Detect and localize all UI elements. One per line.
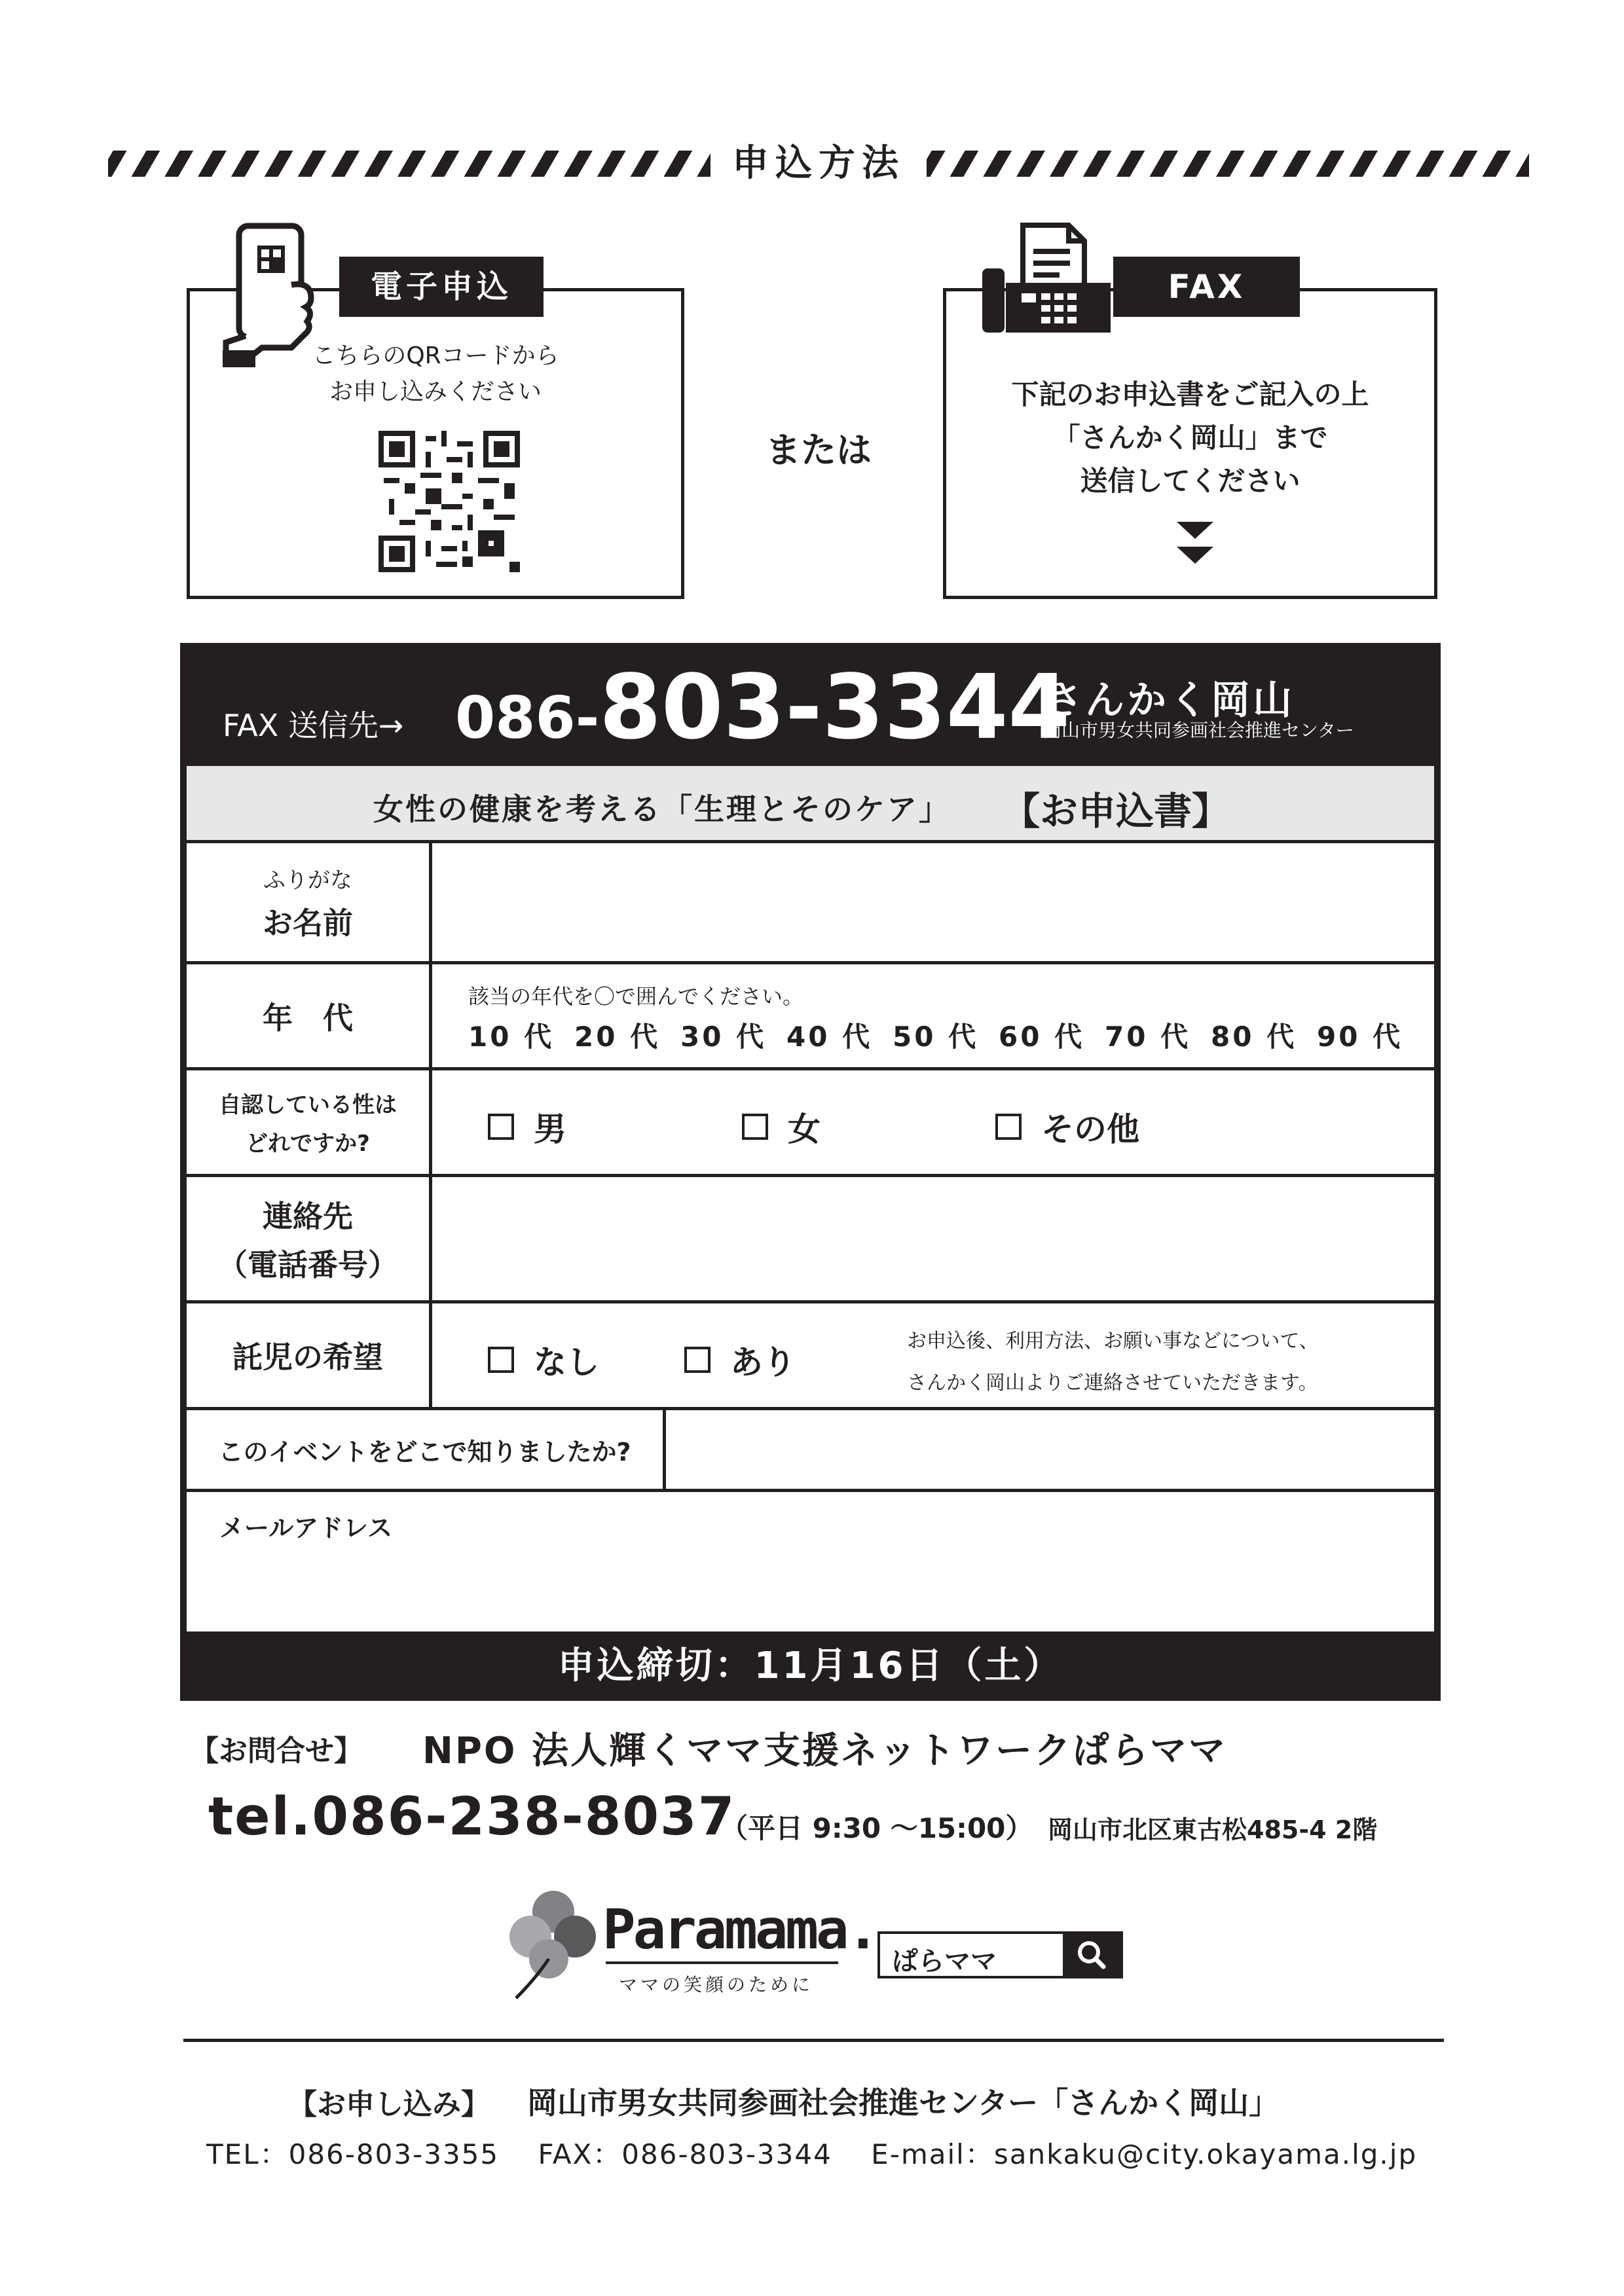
footer-contacts: TEL：086-803-3355 FAX：086-803-3344 E-mail：sankaku@city.okayama.lg.jp — [206, 2138, 1418, 2170]
contact-label-line1: 連絡先 — [263, 1199, 353, 1234]
age-label-text: 年 代 — [263, 1000, 353, 1036]
fax-instruction-1: 下記のお申込書をご記入の上 — [1011, 378, 1369, 410]
gender-label-line2: どれですか? — [246, 1131, 370, 1157]
childcare-note-1: お申込後、利用方法、お願い事などについて、 — [907, 1330, 1319, 1353]
online-tag: 電子申込 — [339, 257, 544, 317]
or-text: または — [766, 429, 872, 471]
childcare-yes-label: あり — [730, 1343, 796, 1381]
fax-instruction-2: 「さんかく岡山」まで — [1052, 422, 1328, 454]
online-instruction-2: お申し込みください — [329, 378, 542, 405]
email-label: メールアドレス — [219, 1514, 393, 1542]
inquiry-org: NPO 法人輝くママ支援ネットワークぱらママ — [422, 1730, 1228, 1772]
childcare-option-none[interactable] — [488, 1336, 599, 1383]
footer-tag: 【お申し込み】 — [288, 2088, 490, 2121]
age-label — [187, 964, 432, 1067]
fax-destination-number — [455, 656, 1070, 759]
name-field[interactable] — [432, 843, 1434, 961]
inquiry-tag: 【お問合せ】 — [190, 1734, 363, 1768]
fax-instruction-3: 送信してください — [1080, 465, 1301, 497]
gender-male-label: 男 — [534, 1110, 566, 1148]
gender-other-label: その他 — [1041, 1110, 1139, 1148]
age-options — [468, 1015, 1423, 1055]
gender-option-other[interactable] — [995, 1103, 1139, 1150]
search-text[interactable]: ぱらママ — [892, 1946, 997, 1977]
inquiry-tel: tel.086-238-8037 — [208, 1786, 736, 1847]
gender-label — [187, 1070, 432, 1174]
arrow-down-icon — [1175, 520, 1215, 573]
childcare-option-yes[interactable] — [684, 1336, 796, 1383]
form-body — [187, 766, 1434, 1631]
age-option-60s[interactable]: 60 代 — [999, 1021, 1085, 1053]
name-label-text: お名前 — [263, 905, 353, 941]
form-org-name: さんかく岡山 — [1043, 678, 1295, 723]
phone-field[interactable] — [432, 1177, 1434, 1300]
source-row — [187, 1410, 1434, 1492]
age-option-80s[interactable]: 80 代 — [1211, 1021, 1297, 1053]
age-option-50s[interactable]: 50 代 — [893, 1021, 979, 1053]
checkbox-icon[interactable] — [995, 1114, 1022, 1140]
fax-destination-prefix: FAX 送信先→ — [223, 708, 404, 743]
gender-label-line1: 自認している性は — [219, 1092, 397, 1118]
method-title: 申込方法 — [732, 142, 905, 185]
application-form — [180, 643, 1441, 1701]
search-icon — [1063, 1934, 1120, 1976]
age-option-70s[interactable]: 70 代 — [1105, 1021, 1191, 1053]
furigana-label: ふりがな — [263, 867, 352, 894]
contact-label — [187, 1177, 432, 1300]
source-label-text: このイベントをどこで知りましたか? — [218, 1437, 631, 1467]
paramama-tagline: ママの笑顔のために — [619, 1974, 814, 1995]
email-row[interactable] — [187, 1492, 1434, 1631]
childcare-row — [187, 1303, 1434, 1410]
checkbox-icon[interactable] — [488, 1347, 514, 1373]
name-label — [187, 843, 432, 961]
qr-code-image — [378, 431, 520, 572]
source-field[interactable] — [666, 1410, 1434, 1489]
gender-option-female[interactable] — [742, 1103, 821, 1150]
age-option-30s[interactable]: 30 代 — [680, 1021, 767, 1053]
form-title-row — [187, 766, 1434, 843]
checkbox-icon[interactable] — [684, 1347, 710, 1373]
age-option-40s[interactable]: 40 代 — [786, 1021, 873, 1053]
header-stripe-right — [927, 151, 1529, 177]
footer-org: 岡山市男女共同参画社会推進センター「さんかく岡山」 — [527, 2085, 1280, 2121]
age-row — [187, 964, 1434, 1070]
age-option-10s[interactable]: 10 代 — [468, 1021, 555, 1053]
childcare-note-2: さんかく岡山よりご連絡させていただきます。 — [907, 1372, 1318, 1394]
search-box[interactable] — [877, 1931, 1123, 1978]
age-option-20s[interactable]: 20 代 — [574, 1021, 661, 1053]
checkbox-icon[interactable] — [488, 1114, 514, 1140]
childcare-label — [187, 1303, 432, 1407]
form-org-subtitle: 岡山市男女共同参画社会推進センター — [1043, 720, 1354, 741]
search-button[interactable] — [1063, 1934, 1120, 1976]
fax-number-main: 803-3344 — [599, 656, 1071, 759]
online-instruction-1: こちらのQRコードから — [312, 342, 559, 369]
childcare-none-label: なし — [534, 1343, 599, 1381]
logo-underline — [606, 1961, 838, 1964]
fax-number-prefix: 086- — [455, 684, 600, 752]
gender-option-male[interactable] — [488, 1103, 566, 1150]
fax-tag: FAX — [1113, 257, 1300, 317]
form-title-tag: 【お申込書】 — [1002, 789, 1230, 833]
contact-row — [187, 1177, 1434, 1303]
deadline-text: 申込締切：11月16日（土） — [557, 1645, 1063, 1687]
gender-row — [187, 1070, 1434, 1177]
fax-machine-icon — [982, 223, 1113, 334]
paramama-logo-text: Paramama. — [602, 1897, 877, 1961]
inquiry-hours: （平日 9:30 ～15:00） — [720, 1812, 1033, 1844]
footer-divider — [183, 2039, 1444, 2042]
form-title: 女性の健康を考える「生理とそのケア」 — [373, 792, 951, 827]
gender-female-label: 女 — [788, 1110, 821, 1148]
age-option-90s[interactable]: 90 代 — [1317, 1021, 1403, 1053]
source-label — [187, 1410, 666, 1489]
contact-label-line2: （電話番号） — [217, 1247, 398, 1283]
header-stripe-left — [108, 151, 710, 177]
name-row — [187, 843, 1434, 964]
checkbox-icon[interactable] — [742, 1114, 768, 1140]
childcare-label-text: 託児の希望 — [232, 1339, 383, 1375]
age-note: 該当の年代を〇で囲んでください。 — [468, 984, 804, 1009]
paramama-logo-icon — [504, 1886, 602, 2003]
inquiry-address: 岡山市北区東古松485-4 2階 — [1048, 1815, 1378, 1844]
